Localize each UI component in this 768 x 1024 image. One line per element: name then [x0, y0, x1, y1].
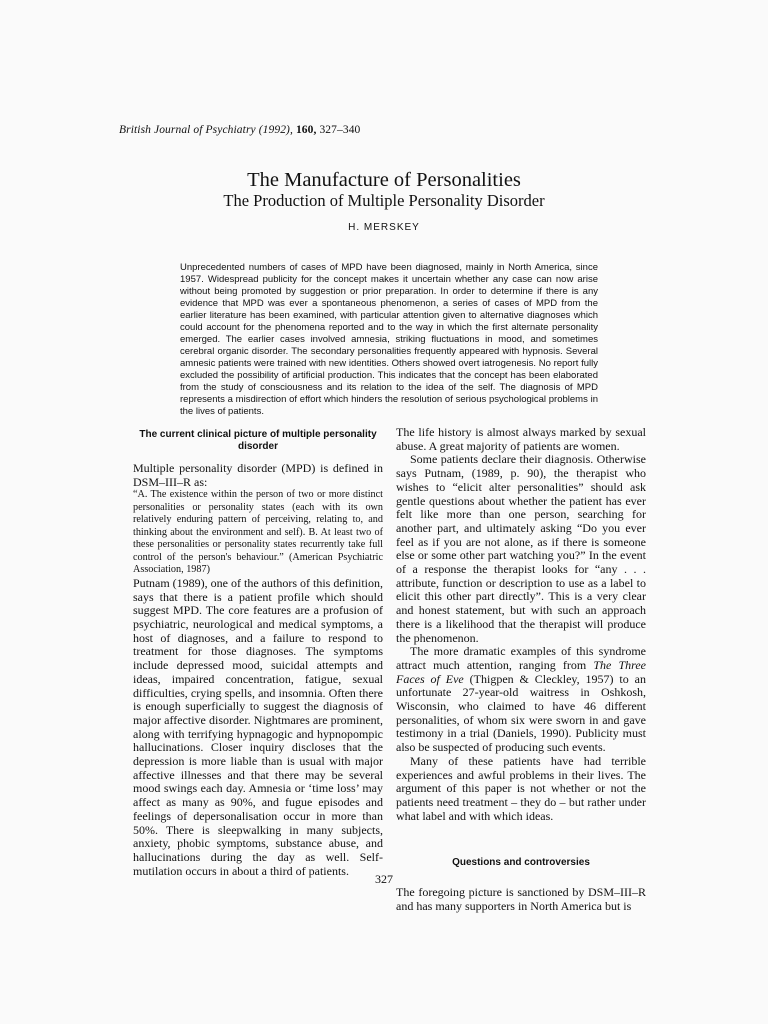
abstract: Unprecedented numbers of cases of MPD have been diagnosed, mainly in North America, since 1957. Widespread publicity for the concept makes it uncertain whether any case can now arise without being promoted by suggestion or prior preparation. In order to determine if there is any evidence that MPD was ever a spontaneous phenomenon, a series of cases of MPD from the earlier literature has been examined, with particular attention given to alternative diagnoses which could account for the phenomena reported and to the way in which the first alternate personality emerged. The earlier cases involved amnesia, striking fluctuations in mood, and sometimes cerebral organic disorder. The secondary personalities frequently appeared with hypnosis. Several amnesic patients were trained with new identities. Others showed overt iatrogenesis. No report fully excluded the possibility of artificial production. This indicates that the concept has been elaborated from the study of consciousness and its relation to the idea of the self. The diagnosis of MPD represents a misdirection of effort which hinders the resolution of serious psychological problems in the lives of patients. — [180, 262, 598, 417]
foregoing-picture-paragraph: The foregoing picture is sanctioned by DSM–III–R and has many supporters in North America but is — [396, 885, 646, 913]
section-heading-questions: Questions and controversies — [452, 857, 590, 869]
dramatic-examples-text-start: The more dramatic examples of this syndrome attract much attention, ranging from — [396, 644, 646, 672]
experiences-paragraph: Many of these patients have had terrible experiences and awful problems in their lives. The argument of this paper is not whether or not the patients need treatment – they do – but rather under what label and with which ideas. — [396, 753, 646, 823]
journal-year: (1992), — [258, 124, 293, 136]
dsm-definition-quote: “A. The existence within the person of two or more distinct personalities or personality states (each with its own relatively enduring pattern of perceiving, relating to, and thinking about the environment and self). B. At least two of these personalities or personality states recurrently take full control of the person's behaviour.” (American Psychiatric Association, 1987) — [133, 489, 383, 576]
right-column — [396, 426, 646, 914]
three-faces-of-eve-title: The Three Faces of Eve — [396, 657, 647, 686]
section-heading-clinical-picture: The current clinical picture of multiple personality disorder — [139, 429, 377, 452]
article-subtitle: The Production of Multiple Personality Disorder — [223, 191, 545, 210]
journal-volume: 160, — [295, 124, 317, 136]
definition-intro: Multiple personality disorder (MPD) is defined in DSM–III–R as: — [133, 461, 383, 489]
life-history-paragraph: The life history is almost always marked by sexual abuse. A great majority of patients are women. — [396, 425, 646, 453]
journal-pages: 327–340 — [319, 124, 361, 136]
article-title: The Manufacture of Personalities — [247, 169, 521, 191]
putnam-paragraph: Putnam (1989), one of the authors of this definition, says that there is a patient profile which should suggest MPD. The core features are a profusion of psychiatric, neurological and medical symptoms, a host of diagnoses, and a failure to respond to treatment for those diagnoses. The symptoms include depressed mood, suicidal attempts and ideas, impaired concentration, fatigue, sexual difficulties, crying spells, and insomnia. Often there is enough superficially to suggest the diagnosis of major affective disorder. Nightmares are prominent, along with terrifying hypnagogic and hypnopompic hallucinations. Closer inquiry discloses that the depression is more liable than is usual with major affective illnesses and that there may be several mood swings each day. Amnesia or ‘time loss’ may affect as many as 90%, and fugue episodes and feelings of depersonalisation occur in more than 50%. There is sleepwalking in many subjects, anxiety, phobic symptoms, substance abuse, and hallucinations during the day as well. Self-mutilation occurs in about a third of patients. — [133, 575, 383, 878]
page-number: 327 — [375, 872, 393, 886]
diagnosis-paragraph: Some patients declare their diagnosis. Otherwise says Putnam, (1989, p. 90), the therapist who wishes to “elicit alter personalities” should ask gentle questions about whether the patient has ever felt like more than one person, searching for another part, and ultimately asking “Do you ever feel as if you are not alone, as if there is someone else or some other part watching you?” In the event of a response the therapist looks for “any . . . attribute, function or description to use as a label to elicit this other part directly”. This is a very clear and honest statement, but with such an approach there is a likelihood that the therapist will produce the phenomenon. — [396, 452, 646, 645]
journal-name: British Journal of Psychiatry — [119, 124, 256, 136]
journal-citation — [119, 124, 360, 136]
article-author: H. MERSKEY — [348, 222, 420, 233]
dramatic-examples-text-end: (Thigpen & Cleckley, 1957) to an unfortunate 27-year-old waitress in Oshkosh, Wisconsin, who claimed to have 46 different personalities, of whom six were sworn in and gave testimony in a trial (Daniels, 1990). Publicity must also be suspected of producing such events. — [396, 671, 646, 755]
left-column — [133, 426, 383, 878]
dramatic-examples-paragraph — [396, 645, 646, 755]
